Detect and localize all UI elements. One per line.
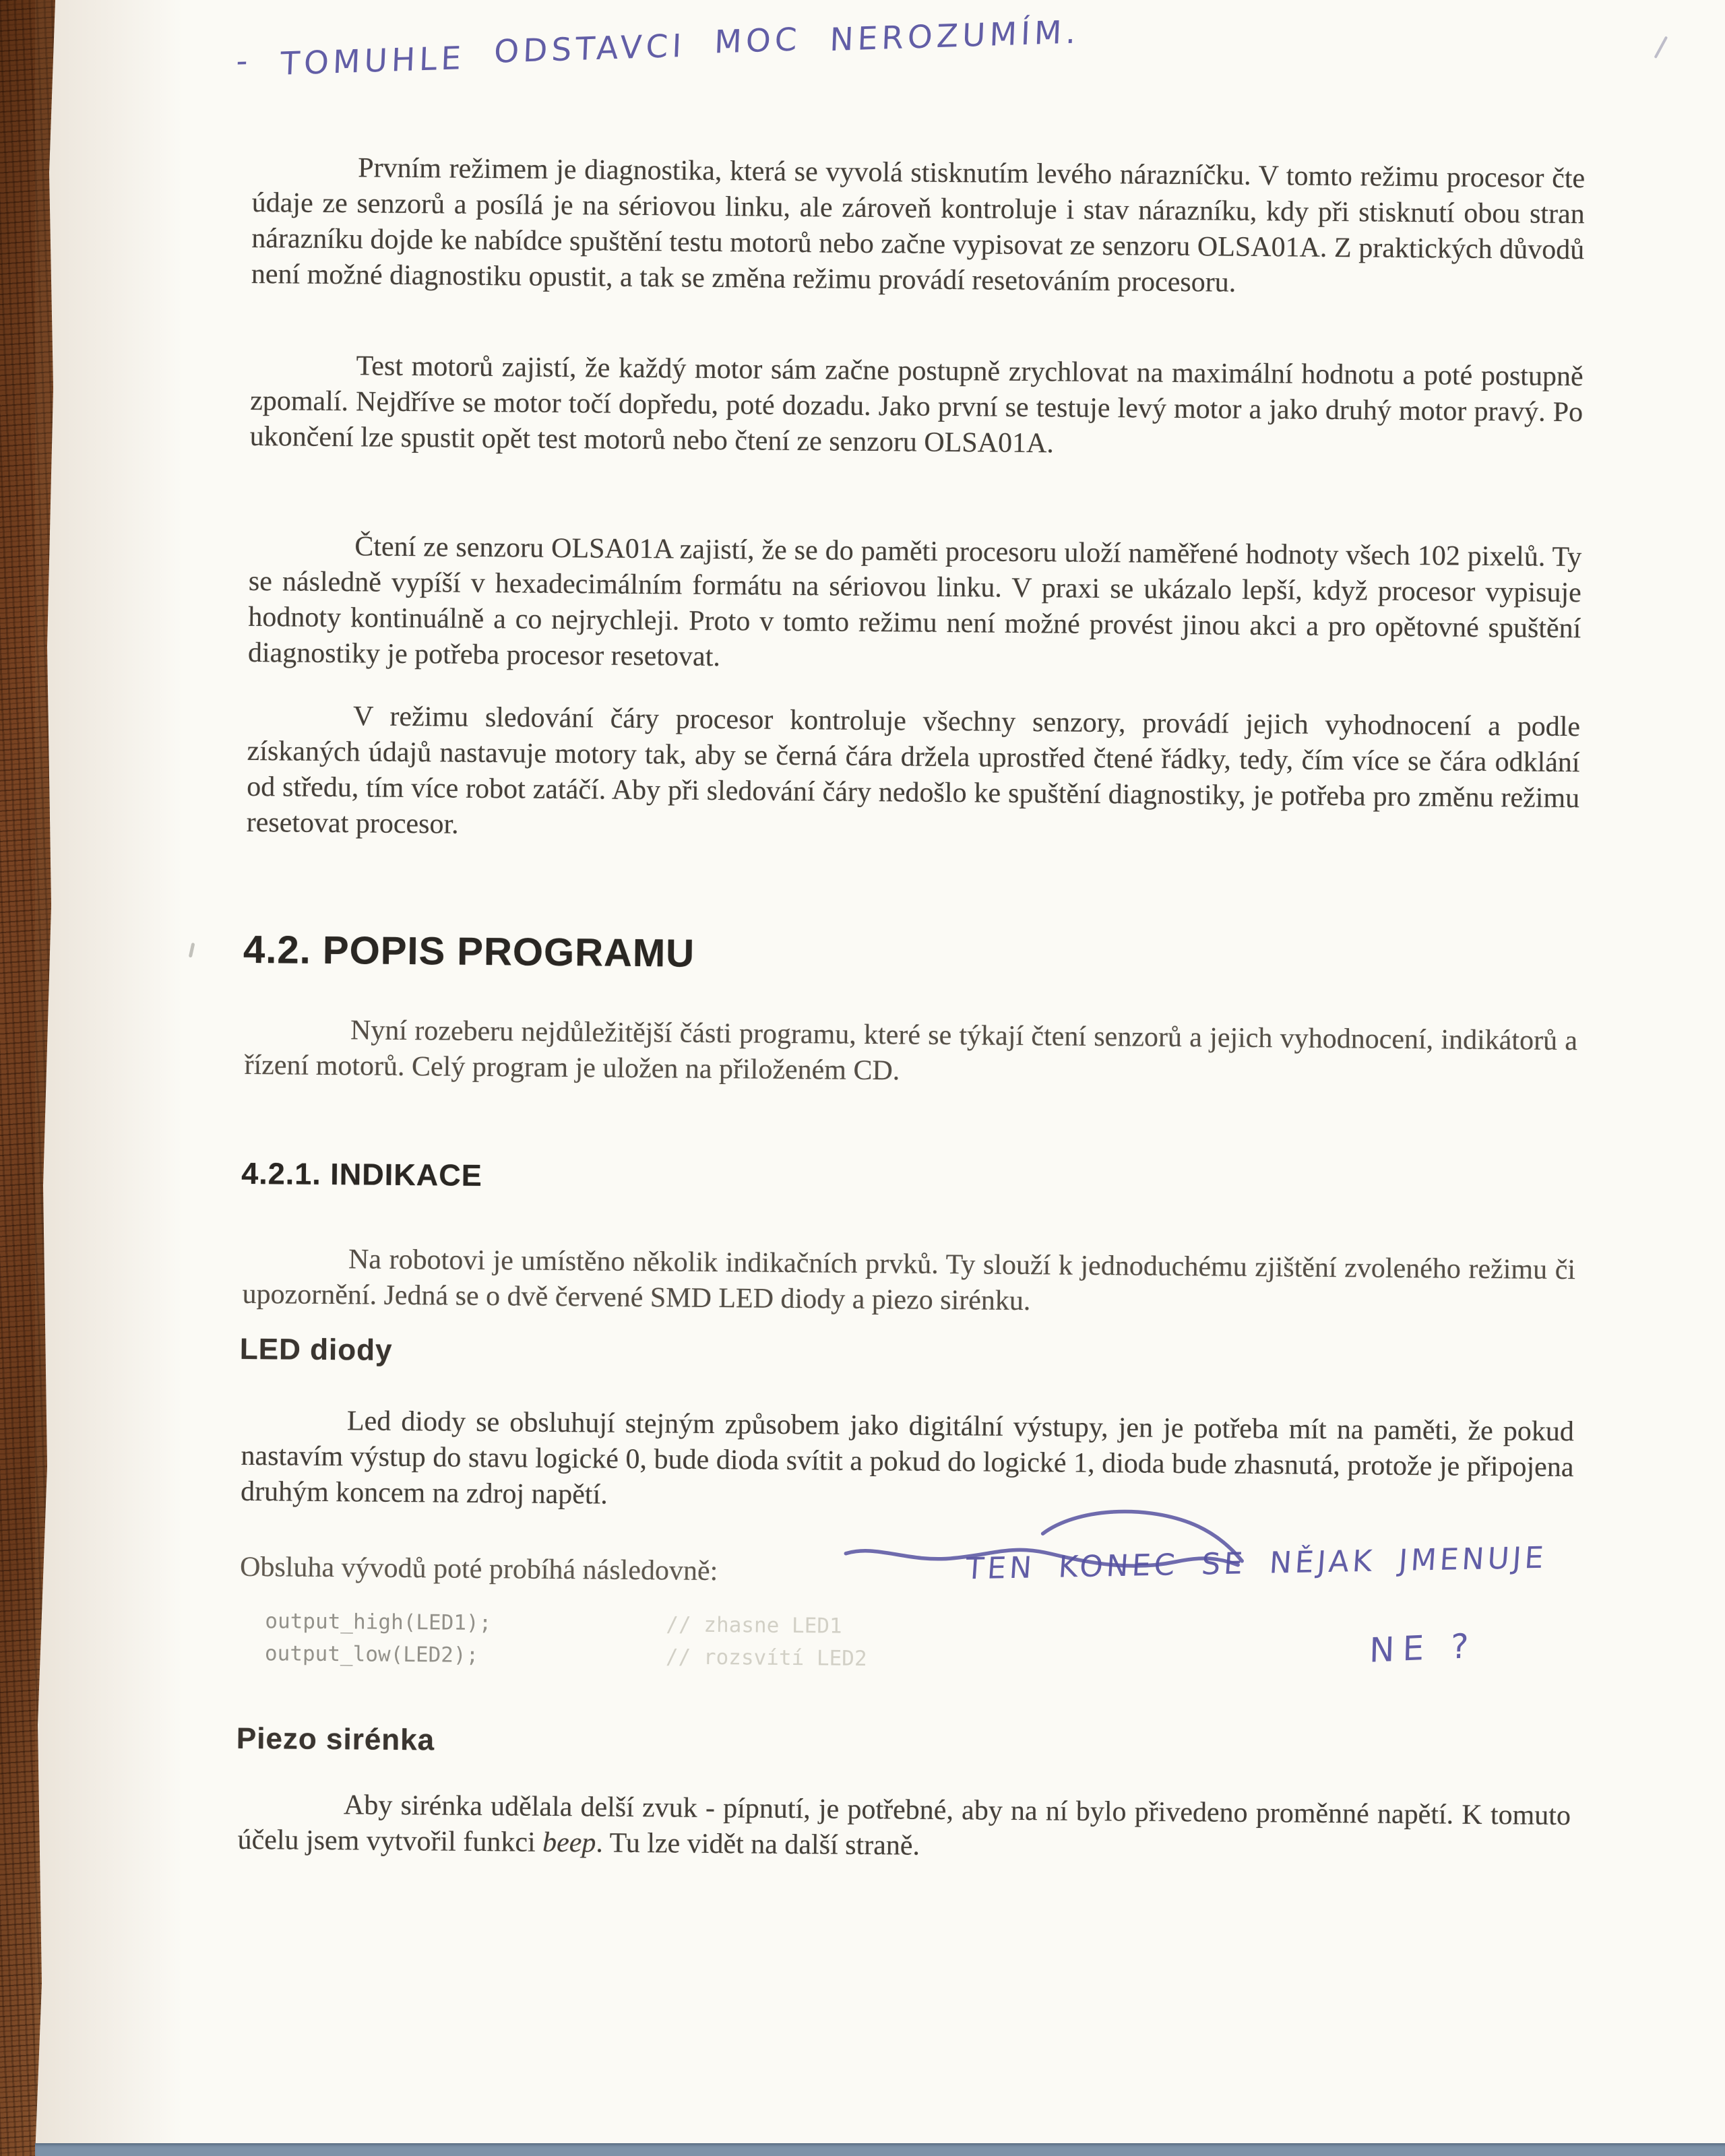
scanner-edge-strip: [35, 2143, 1725, 2156]
top-note-word: ODSTAVCI: [493, 27, 687, 71]
paragraph-diagnostika: Prvním režimem je diagnostika, která se vyvolá stisknutím levého nárazníčku. V tomto režimu procesor čte údaje ze senzorů a posílá je na sériovou linku, ale zároveň kontroluje i stav nárazníku, kdy při stisknutí obou stran nárazníku dojde ke nabídce spuštění testu motorů nebo začne vypisovat ze senzoru OLSA01A. Z praktických důvodů není možné diagnostiku opustit, a tak se změna režimu provádí resetováním procesoru.: [251, 152, 1586, 298]
piezo-sirenka-heading: Piezo sirénka: [236, 1721, 435, 1757]
top-note-word: -: [235, 42, 253, 80]
margin-note-line1: TEN KONEC SE NĚJAK JMENUJE: [964, 1540, 1548, 1587]
beep-function-name: beep: [542, 1827, 596, 1859]
paragraph-piezo-text: Aby sirénka udělala delší zvuk - pípnutí, je potřebné, aby na ní bylo přivedeno proměnné napětí. K tomuto účelu jsem vytvořil funkci: [237, 1789, 1571, 1858]
top-margin-note: [235, 13, 1081, 83]
paragraph-cteni-senzoru: Čtení ze senzoru OLSA01A zajistí, že se do paměti procesoru uloží naměřené hodnoty všech 102 pixelů. Ty se následně vypíší v hexadecimálním formátu na sériovou linku. V praxi se ukázalo lepší, když procesor vypisuje hodnoty kontinuálně a co nejrychleji. Proto v tomto režimu není možné provést jinou akci a pro opětovné spuštění diagnostiky je potřeba procesor resetovat.: [247, 531, 1582, 673]
paragraph-sledovani-cary: V režimu sledování čáry procesor kontroluje všechny senzory, provádí jejich vyhodnocení a podle získaných údajů nastavuje motory tak, aby se černá čára držela uprostřed čtené řádky, tedy, čím více se čára odklání od středu, tím více robot zatáčí. Aby při sledování čáry nedošlo ke spuštění diagnostiky, je potřeba pro změnu režimu resetovat procesor.: [246, 701, 1581, 840]
top-note-word: NEROZUMÍM.: [829, 13, 1081, 59]
code-line: [265, 1641, 1208, 1674]
paragraph-led-obsluha: Led diody se obsluhují stejným způsobem jako digitální výstupy, jen je potřeba mít na paměti, že pokud nastavím výstup do stavu logické 0, bude dioda svítit a pokud do logické 1, dioda bude zhasnutá, protože je připojena druhým koncem na zdroj napětí.: [240, 1405, 1575, 1511]
top-note-word: TOMUHLE: [280, 40, 466, 83]
led-diody-heading: LED diody: [239, 1332, 393, 1367]
paragraph-na-robotovi: Na robotovi je umístěno několik indikačních prvků. Ty slouží k jednoduchému zjištění zvoleného režimu či upozornění. Jedná se o dvě červené SMD LED diody a piezo sirénku.: [242, 1244, 1576, 1317]
top-note-word: MOC: [714, 21, 802, 61]
paragraph-piezo: [237, 1787, 1571, 1870]
code-text: output_high(LED1);: [265, 1609, 492, 1636]
paragraph-test-motoru: Test motorů zajistí, že každý motor sám začne postupně zrychlovat na maximální hodnotu a poté postupně zpomalí. Nejdříve se motor točí dopředu, poté dozadu. Jako první se testuje levý motor a jako druhý motor pravý. Po ukončení lze spustit opět test motorů nebo čtení ze senzoru OLSA01A.: [249, 350, 1583, 459]
ink-speck: [189, 943, 195, 958]
section-heading-popis-programu: 4.2. POPIS PROGRAMU: [243, 927, 695, 976]
paragraph-nyni-rozeberu: Nyní rozeberu nejdůležitější části programu, které se týkají čtení senzorů a jejich vyhodnocení, indikátorů a řízení motorů. Celý program je uložen na přiloženém CD.: [244, 1015, 1578, 1087]
code-comment: // zhasne LED1: [666, 1612, 842, 1639]
code-comment: // rozsvítí LED2: [665, 1645, 867, 1671]
code-text: output_low(LED2);: [264, 1641, 479, 1668]
pen-tick-mark: [1654, 36, 1668, 59]
margin-note-line2: NE ?: [1369, 1626, 1478, 1670]
paragraph-piezo-text: . Tu lze vidět na další straně.: [596, 1827, 920, 1862]
code-line: [265, 1609, 1208, 1641]
code-intro-line: Obsluha vývodů poté probíhá následovně:: [239, 1551, 718, 1587]
subsection-heading-indikace: 4.2.1. INDIKACE: [241, 1155, 483, 1193]
